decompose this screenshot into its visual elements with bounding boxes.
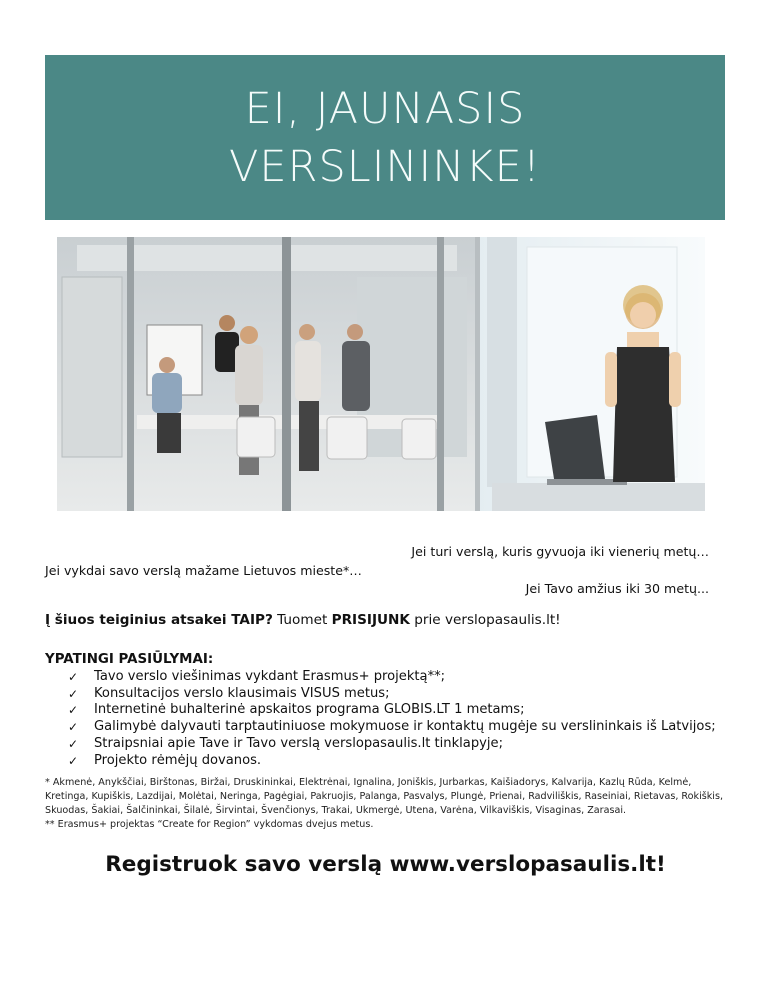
title-line-2: VERSLININKE!: [228, 141, 541, 192]
list-item: [68, 669, 716, 686]
offer-text: Galimybė dalyvauti tarptautiniuose mokymuose ir kontaktų mugėje su verslininkais iš Latvijos;: [94, 719, 716, 735]
offers-list: [68, 669, 716, 769]
offer-text: Tavo verslo viešinimas vykdant Erasmus+ projektą**;: [94, 669, 446, 684]
offer-text: Straipsniai apie Tave ir Tavo verslą verslopasaulis.lt tinklapyje;: [94, 735, 503, 751]
call-to-action: [45, 612, 561, 628]
list-item: [68, 686, 716, 703]
checkmark-icon: ✓: [68, 736, 79, 751]
register-slogan: Registruok savo verslą www.verslopasaulis.lt!: [105, 852, 666, 877]
footnotes: [45, 776, 735, 832]
checkmark-icon: ✓: [68, 703, 79, 718]
footnote-towns: * Akmenė, Anykščiai, Birštonas, Biržai, Druskininkai, Elektrėnai, Ignalina, Joniškis, Jurbarkas, Kaišiadorys, Kalvarija, Kazlų Rūda, Kelmė, Kretinga, Kupiškis, Lazdijai, Molėtai, Neringa, Pagėgiai, Pakruojis, Palanga, Pasvalys, Plungė, Prienai, Radviliškis, Raseiniai, Rietavas, Rokiškis, Skuodas, Šakiai, Šalčininkai, Šilalė, Širvintai, Švenčionys, Trakai, Ukmergė, Utena, Varėna, Vilkaviškis, Visaginas, Zarasai.: [45, 777, 724, 816]
intro-line-3: Jei Tavo amžius iki 30 metų...: [525, 581, 709, 596]
cta-then: Tuomet: [272, 612, 332, 628]
list-item: [68, 702, 716, 719]
checkmark-icon: ✓: [68, 670, 79, 684]
checkmark-icon: ✓: [68, 720, 79, 735]
offer-text: Internetinė buhalterinė apskaitos programa GLOBIS.LT 1 metams;: [94, 702, 525, 718]
title-line-1: EI, JAUNASIS: [244, 83, 526, 134]
cta-question: Į šiuos teiginius atsakei TAIP?: [45, 612, 273, 628]
office-photo: [57, 237, 705, 511]
title-banner: [45, 55, 725, 220]
checkmark-icon: ✓: [68, 686, 79, 701]
cta-join: PRISIJUNK: [331, 612, 410, 628]
intro-line-1: Jei turi verslą, kuris gyvuoja iki vienerių metų…: [411, 544, 709, 559]
offers-title: YPATINGI PASIŪLYMAI:: [45, 652, 214, 667]
list-item: [68, 736, 716, 753]
checkmark-icon: ✓: [68, 753, 79, 768]
list-item: [68, 753, 716, 770]
footnote-project: ** Erasmus+ projektas “Create for Region” vykdomas dvejus metus.: [45, 819, 374, 830]
cta-site: prie verslopasaulis.lt!: [409, 612, 561, 628]
list-item: [68, 719, 716, 736]
offer-text: Konsultacijos verslo klausimais VISUS metus;: [94, 685, 390, 701]
offer-text: Projekto rėmėjų dovanos.: [94, 752, 262, 768]
intro-line-2: Jei vykdai savo verslą mažame Lietuvos mieste*…: [45, 563, 362, 578]
